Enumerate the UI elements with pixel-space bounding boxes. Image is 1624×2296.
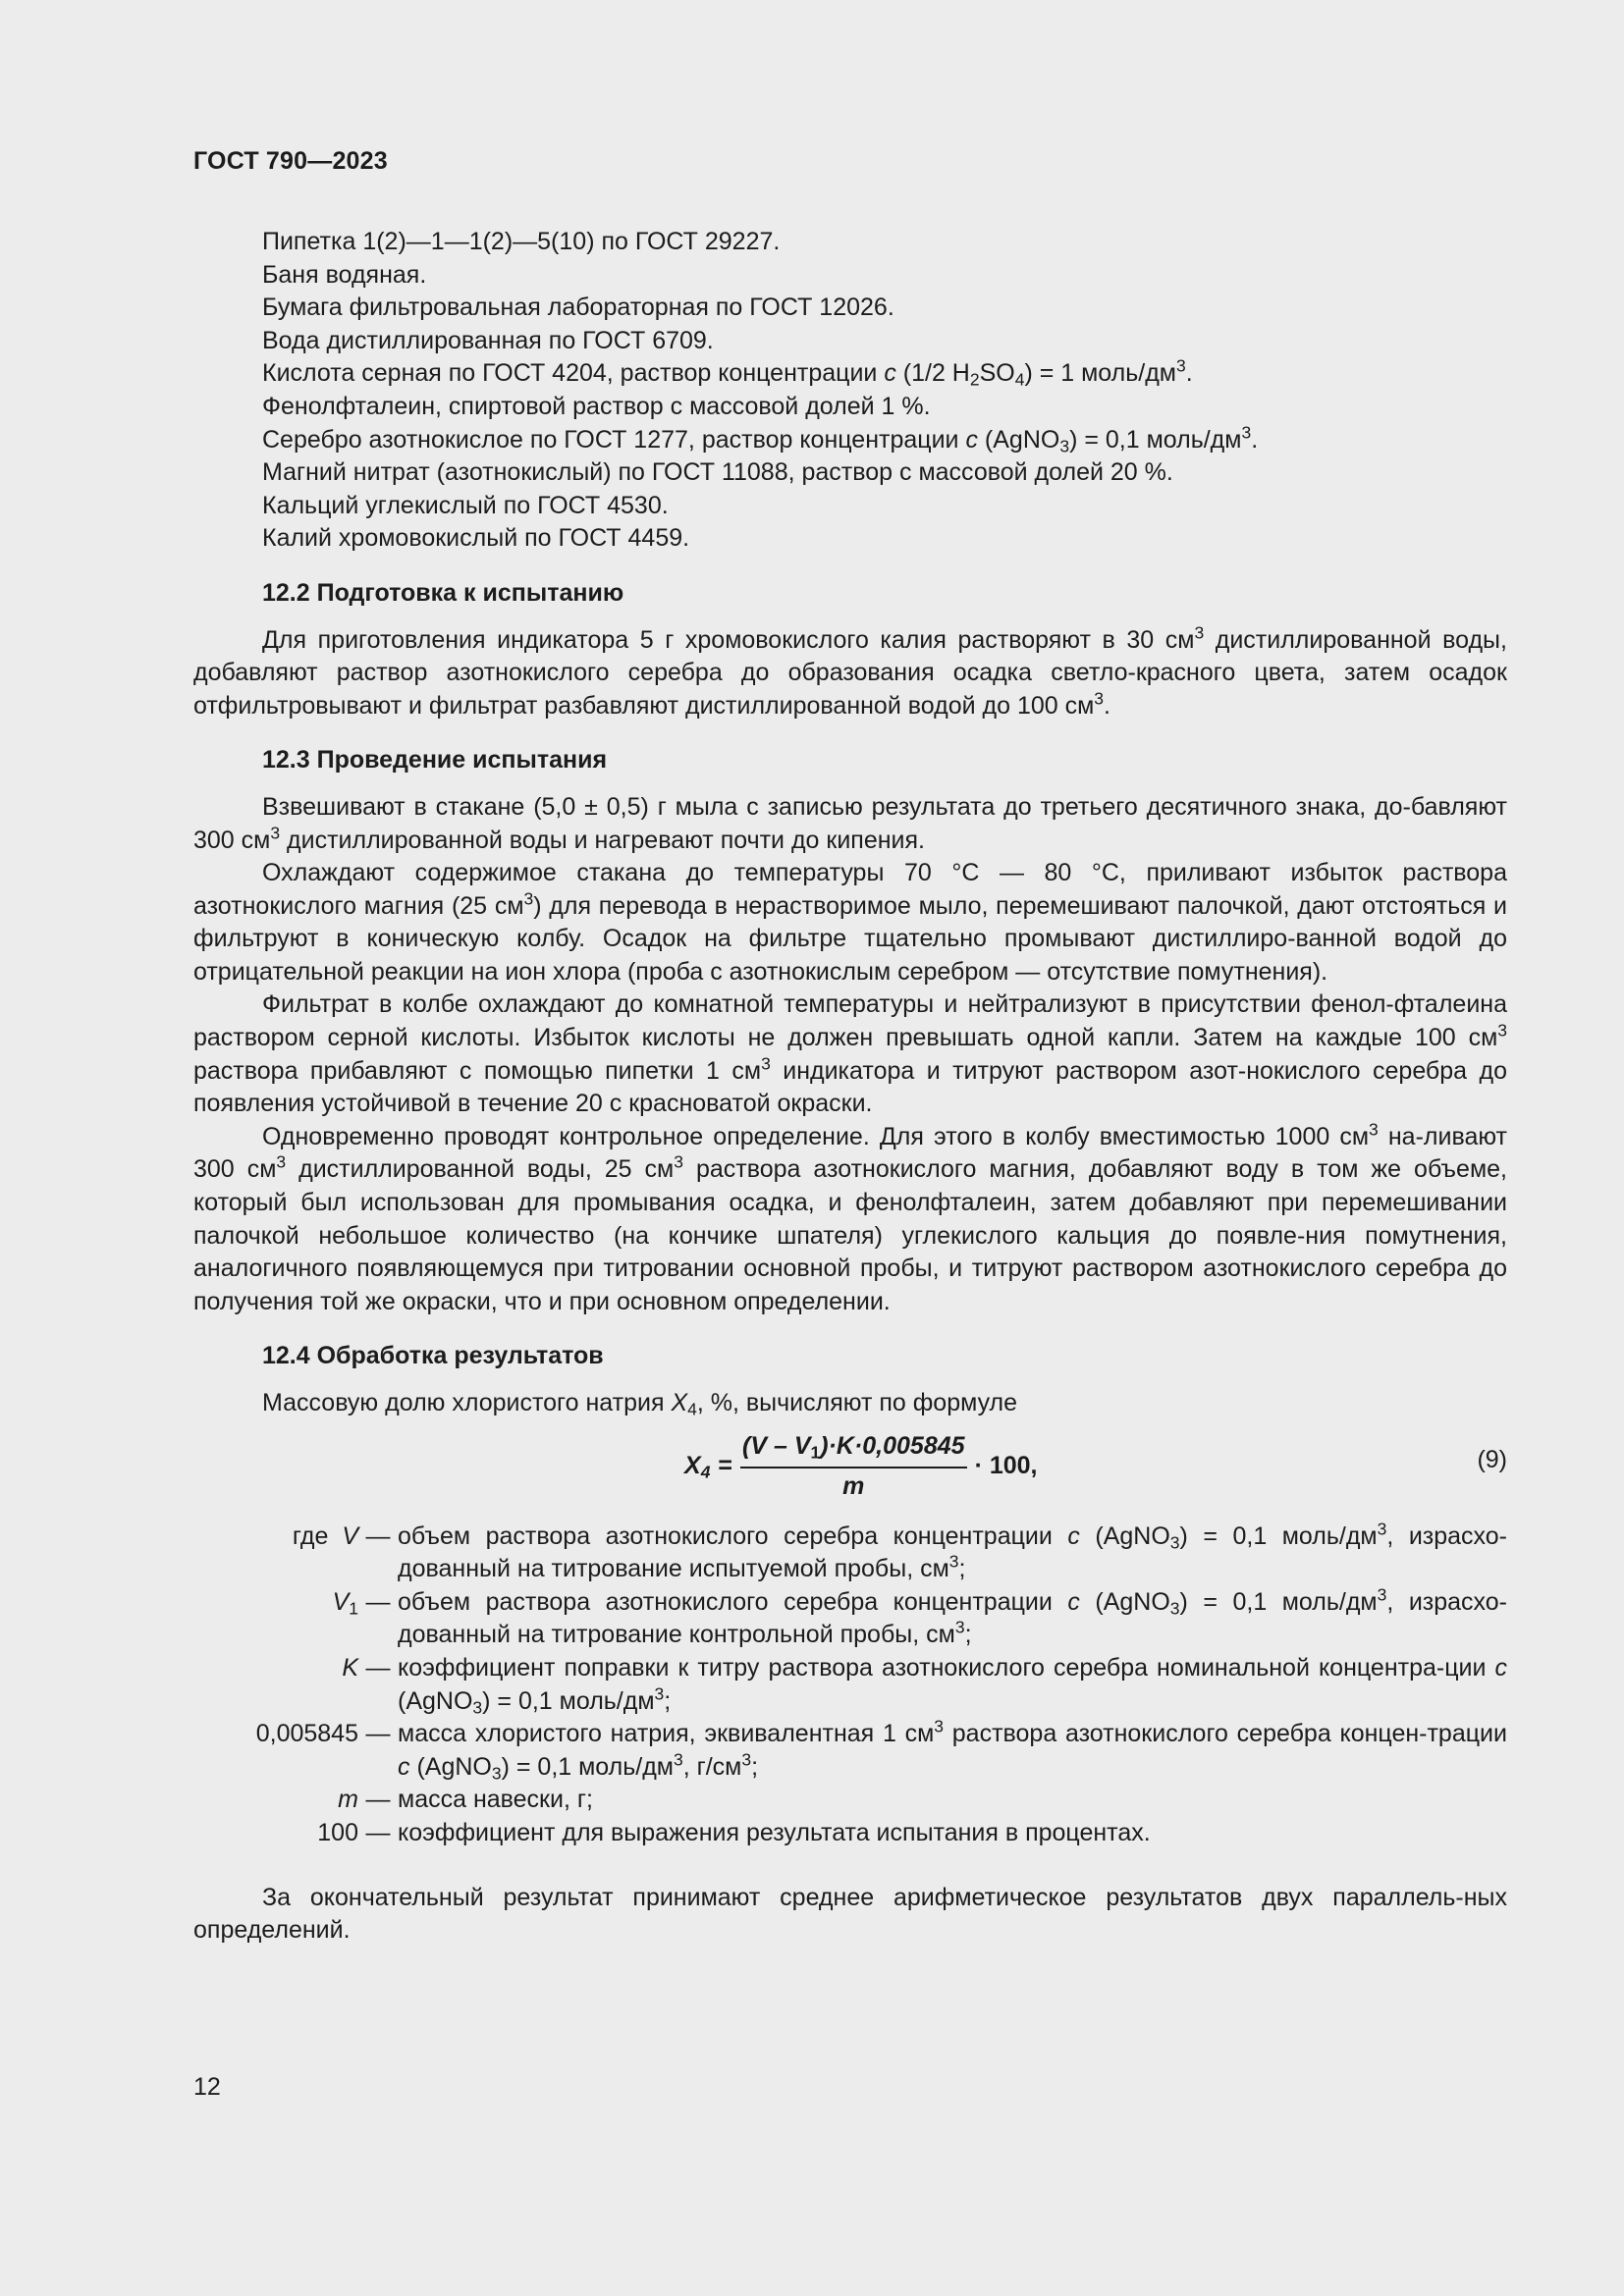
page-content <box>193 226 1507 1948</box>
variable-definitions <box>193 1518 1508 1850</box>
definition-item <box>193 1718 1507 1784</box>
formula-lhs: $X_4$ <box>684 1452 711 1482</box>
document-header: ГОСТ 790—2023 <box>193 147 388 175</box>
equipment-list <box>193 226 1507 556</box>
section-title-12-3: 12.3 Проведение испытания <box>262 746 608 774</box>
list-item: Вода дистиллированная по ГОСТ 6709. <box>262 326 714 354</box>
formula-number: (9) <box>1477 1445 1507 1473</box>
definition-dash: — <box>365 1653 391 1682</box>
definition-term: 0,005845 <box>255 1720 358 1748</box>
formula <box>684 1430 1038 1504</box>
list-item: Калий хромовокислый по ГОСТ 4459. <box>262 524 690 553</box>
final-paragraph: За окончательный результат принимают среднее арифметическое результатов двух параллель-ных определений. <box>193 1883 1507 1945</box>
definition-text: масса хлористого натрия, эквивалентная 1 $см^3$ раствора азотнокислого серебра концен-трации c (AgNO$_3$) = 0,1 моль/$дм^3$, $г/см^3$; <box>398 1716 1507 1784</box>
definition-text: объем раствора азотнокислого серебра концентрации c (AgNO$_3$) = 0,1 моль/$дм^3$, израсхо-дованный на титрование контрольной пробы, $см^3$; <box>398 1584 1508 1649</box>
definition-term: $V_1$ <box>332 1587 358 1619</box>
definition-item <box>193 1784 1507 1817</box>
definition-item <box>193 1817 1507 1850</box>
list-item: Пипетка 1(2)—1—1(2)—5(10) по ГОСТ 29227. <box>262 228 781 255</box>
definition-dash: — <box>365 1522 391 1550</box>
definition-text: коэффициент поправки к титру раствора азотнокислого серебра номинальной концентра-ции c (AgNO$_3$) = 0,1 моль/$дм^3$; <box>398 1653 1507 1717</box>
definition-text: коэффициент для выражения результата испытания в процентах. <box>398 1818 1151 1846</box>
section-title-12-2: 12.2 Подготовка к испытанию <box>262 578 624 607</box>
list-item: Фенолфталеин, спиртовой раствор с массовой долей 1 %. <box>262 392 931 420</box>
definition-term: 100 <box>317 1818 358 1846</box>
paragraph: Охлаждают содержимое стакана до температуры 70 °С — 80 °С, приливают избыток раствора азотнокислого магния (25 $см^3$) для перевода в нерастворимое мыло, перемешивают палочкой, дают отстояться и фильтруют в коническую колбу. Осадок на фильтре тщательно промывают дистиллиро-ванной водой до отрицательной реакции на ион хлора (проба с азотнокислым серебром — отсутствие помутнения). <box>193 859 1507 986</box>
list-item: Бумага фильтровальная лабораторная по ГОСТ 12026. <box>262 294 894 322</box>
formula-equals: = <box>718 1452 733 1480</box>
formula-block <box>193 1424 1507 1515</box>
formula-numerator: $(V - V_1)\cdot K\cdot 0,005845$ <box>740 1430 967 1469</box>
definition-item <box>193 1518 1508 1586</box>
definition-dash: — <box>365 1720 391 1748</box>
definition-term: K <box>342 1653 358 1682</box>
definition-dash: — <box>365 1818 391 1846</box>
page-number: 12 <box>193 2073 221 2101</box>
definition-term: m <box>338 1786 358 1814</box>
definition-item <box>193 1652 1507 1718</box>
formula-denominator: m <box>842 1472 865 1501</box>
list-item: Серебро азотнокислое по ГОСТ 1277, раствор концентрации c (AgNO$_3$) = 0,1 моль/$дм^3$. <box>262 421 1259 455</box>
paragraph: Фильтрат в колбе охлаждают до комнатной температуры и нейтрализуют в присутствии фенол-фталеина раствором серной кислоты. Избыток кислоты не должен превышать одной капли. Затем на каждые 100 $см^3$ раствора прибавляют с помощью пипетки 1 $см^3$ индикатора и титруют раствором азот-нокислого серебра до появления устойчивой в течение 20 с красноватой окраски. <box>193 990 1507 1118</box>
paragraph: Массовую долю хлористого натрия $X_4$, %, вычисляют по формуле <box>262 1389 1018 1419</box>
definition-dash: — <box>365 1587 391 1616</box>
paragraph: Одновременно проводят контрольное определение. Для этого в колбу вместимостью 1000 $см^3$ на-ливают 300 $см^3$ дистиллированной воды, 25 $см^3$ раствора азотнокислого магния, добавляют воду в том же объеме, который был использован для промывания осадка, и фенолфталеин, затем добавляют при перемешивании палочкой небольшое количество (на кончике шпателя) углекислого кальция до появле-ния помутнения, аналогичного появляющемуся при титровании основной пробы, и титруют раствором азотнокислого серебра до получения той же окраски, что и при основном определении. <box>193 1119 1507 1315</box>
section-title-12-4: 12.4 Обработка результатов <box>262 1342 604 1370</box>
paragraph: Для приготовления индикатора 5 г хромовокислого калия растворяют в 30 $см^3$ дистиллированной воды, добавляют раствор азотнокислого серебра до образования осадка светло-красного цвета, затем осадок отфильтровывают и фильтрат разбавляют дистиллированной водой до 100 $см^3$. <box>193 621 1507 720</box>
list-item: Кальций углекислый по ГОСТ 4530. <box>262 491 669 519</box>
definition-term: где V <box>292 1522 358 1550</box>
definition-text: объем раствора азотнокислого серебра концентрации c (AgNO$_3$) = 0,1 моль/$дм^3$, израсхо-дованный на титрование испытуемой пробы, $см^3$; <box>398 1518 1508 1583</box>
formula-fraction <box>740 1430 967 1504</box>
definition-item <box>193 1586 1507 1652</box>
definition-text: масса навески, г; <box>398 1786 593 1814</box>
paragraph: Взвешивают в стакане (5,0 ± 0,5) г мыла с записью результата до третьего десятичного знака, до-бавляют 300 $см^3$ дистиллированной воды и нагревают почти до кипения. <box>193 792 1507 854</box>
list-item: Баня водяная. <box>262 260 427 289</box>
formula-tail: · 100, <box>974 1452 1038 1480</box>
definition-dash: — <box>365 1786 391 1814</box>
list-item: Магний нитрат (азотнокислый) по ГОСТ 11088, раствор с массовой долей 20 %. <box>262 458 1173 487</box>
list-item: Кислота серная по ГОСТ 4204, раствор концентрации c (1/2 $H_2SO_4) = 1$ моль/$дм^3$. <box>262 355 1193 390</box>
